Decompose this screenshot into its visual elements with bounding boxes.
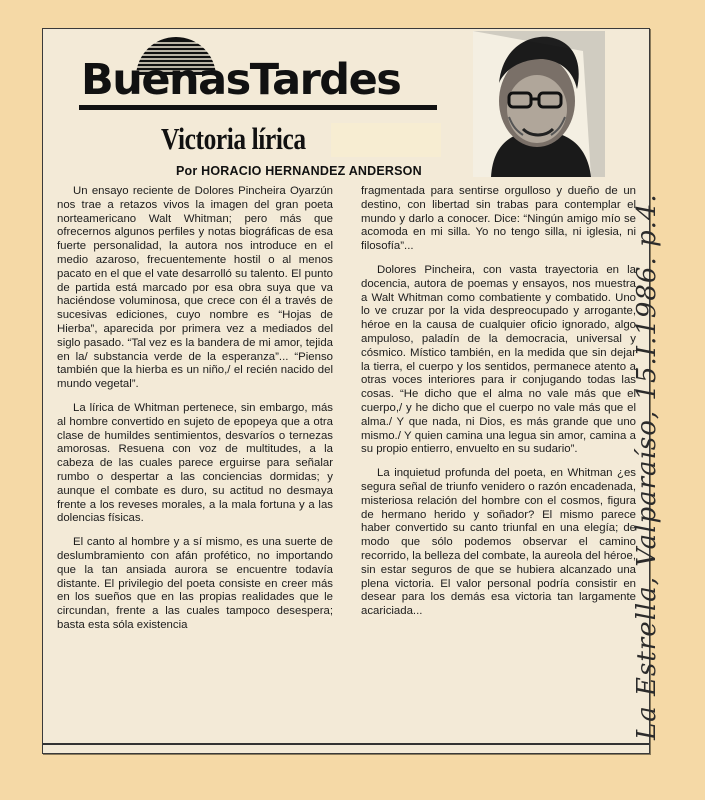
author-photo <box>473 31 605 177</box>
newspaper-clipping <box>42 28 650 754</box>
paragraph: La lírica de Whitman pertenece, sin embargo, más al hombre convertido en sujeto de epopeya que a otra clase de humildes sentimientos, desvaríos o ternezas amorosas. Resuena con voz de multitudes, a la cabeza de las cuales parece erguirse para señalar rumbo o despertar a las conciencias dormidas; y aunque el combate es duro, su actitud no desmaya frente a los reveses morales, a la mala fortuna y a las dolencias físicas. <box>57 401 333 525</box>
paragraph: Un ensayo reciente de Dolores Pincheira Oyarzún nos trae a retazos vivos la imagen del gran poeta norteamericano Walt Whitman; pero más que ofrecernos algunos perfiles y notas biográficas de esa fuerte personalidad, la autora nos introduce en el medio azaroso, frecuentemente hostil o al menos pacato en el que el vate desarrolló su talento. El punto de partida está marcado por esa obra suya que va haciéndose voluminosa, que crece con él a través de sucesivas ediciones, cuyo nombre es “Hojas de Hierba”, aparecida por primera vez a mediados del siglo pasado. “Tal vez es la bandera de mi amor, tejida en la/ substancia verde de la esperanza”... “Pienso también que la hierba es un niño,/ el recién nacido del mundo vegetal”. <box>57 185 333 391</box>
paragraph: Dolores Pincheira, con vasta trayectoria en la docencia, autora de poemas y ensayos, nos muestra a Walt Whitman como combatiente y combatido. Uno lo ve cruzar por la vida despreocupado y arrogante, héroe en la causa de cualquier oficio ignorado, algo ampuloso, paladín de la democracia, universal y cósmico. Místico también, en la medida que sin dejar la tierra, el cuerpo y los sentidos, permanece atento a otras voces interiores para ir conjugando todas las cosas. “He dicho que el alma no vale más que el cuerpo,/ y he dicho que el cuerpo no vale más que el alma./ Y que nada, ni Dios, es más grande que uno mismo./ Y quien camina una legua sin amor, camina a su propio entierro, envuelto en su sudario”. <box>361 263 636 456</box>
masthead-title: BuenasTardes <box>81 55 401 105</box>
article-byline: Por HORACIO HERNANDEZ ANDERSON <box>176 164 422 178</box>
masthead-rule <box>79 105 437 110</box>
article-column-left <box>57 185 333 633</box>
paragraph: La inquietud profunda del poeta, en Whitman ¿es segura señal de triunfo venidero o razón encadenada, misteriosa relación del hombre con el cosmos, figura de hermano herido y soñador? El mismo parece haber convertido su canto triunfal en una elegía; de modo que sólo podemos observar el camino recorrido, la belleza del combate, la aureola del héroe, sin estar seguros de que se hubiera alcanzado una plena victoria. El valor personal podría consistir en desear para los demás esa victoria tan largamente acariciada... <box>361 467 636 618</box>
handwritten-source-note: La Estrella, Valparaíso, 15.I.1986. p.4. <box>632 193 662 740</box>
headline-highlight <box>331 123 441 157</box>
article-column-right <box>361 185 636 619</box>
paragraph: El canto al hombre y a sí mismo, es una suerte de deslumbramiento con afán profético, no importando que la tan ansiada aurora se encuentre todavía distante. El privilegio del poeta consiste en creer más en los sueños que en las propias realidades que le circundan, frente a las cuales tampoco desespera; basta esta sóla existencia <box>57 536 333 631</box>
clipping-bottom-rule <box>43 743 649 745</box>
article-headline: Victoria lírica <box>161 121 306 156</box>
paragraph: fragmentada para sentirse orgulloso y dueño de un destino, con libertad sin trabas para contemplar el mundo y darlo a conocer. Dice: “Ningún amigo mío se acomoda en mi silla. Yo no tengo silla, ni iglesia, ni filosofía”... <box>361 185 636 253</box>
